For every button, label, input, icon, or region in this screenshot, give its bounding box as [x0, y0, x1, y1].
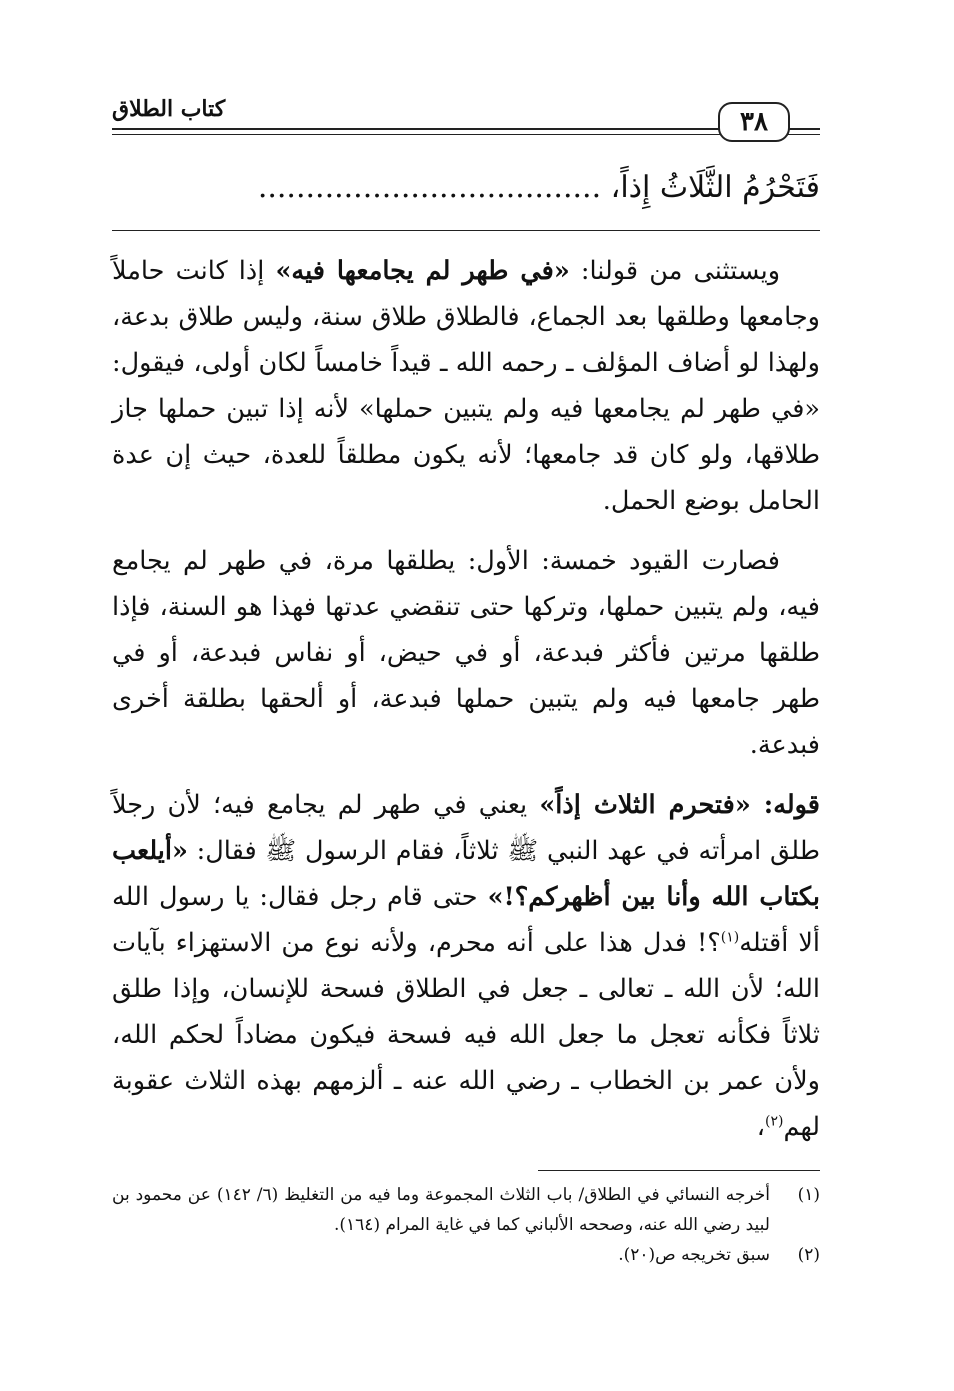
paragraph-text: حتى قام رجل فقال: يا رسول الله ألا أقتله: [112, 882, 820, 958]
footnote-1: [112, 1180, 820, 1240]
paragraph-2: [112, 538, 820, 768]
commentary-body: [112, 248, 820, 1164]
footnote-ref-2[interactable]: (٢): [765, 1113, 784, 1130]
paragraph-text: يعني في طهر لم يجامع فيه؛ لأن رجلاً طلق امرأته في عهد النبي ﷺ ثلاثاً، فقام الرسول ﷺ فقال:: [112, 790, 820, 866]
paragraph-text: ،: [756, 1112, 766, 1142]
paragraph-text: ؟! فدل هذا على أنه محرم، ولأنه نوع من الاستهزاء بآيات الله؛ لأن الله ـ تعالى ـ جعل في الطلاق فسحة للإنسان، وإذا طلق ثلاثاً فكأنه تعجل ما جعل الله فيه فسحة فيكون مضاداً لحكم الله، ولأن عمر بن الخطاب ـ رضي الله عنه ـ ألزمهم بهذه الثلاث عقوبة لهم: [112, 928, 820, 1142]
paragraph-text: إذا كانت حاملاً وجامعها وطلقها بعد الجماع، فالطلاق طلاق سنة، وليس طلاق بدعة، ولهذا لو أضاف المؤلف ـ رحمه الله ـ قيداً خامساً لكان أولى، فيقول: «في طهر لم يجامعها فيه ولم يتبين حملها» لأنه إذا تبين حملها جاز طلاقها، ولو كان قد جامعها؛ لأنه يكون مطلقاً للعدة، حيث إن عدة الحامل بوضع الحمل.: [112, 256, 820, 516]
quoted-phrase: «في طهر لم يجامعها فيه»: [275, 256, 570, 286]
footnote-number: (١): [797, 1185, 820, 1205]
footnote-2: [112, 1240, 820, 1270]
footnote-text: سبق تخريجه ص(٢٠).: [618, 1245, 770, 1265]
footnote-divider: [538, 1170, 820, 1171]
quoted-phrase: «فتحرم الثلاث إذاً»: [539, 790, 751, 820]
running-title: كتاب الطلاق: [112, 96, 258, 122]
page-header: [112, 94, 820, 144]
qawluhu-label: قوله:: [750, 790, 820, 820]
paragraph-3: [112, 782, 820, 1150]
matn-divider: [112, 230, 820, 231]
hadith-quote: «أيلعب بكتاب الله وأنا بين أظهركم؟!»: [112, 836, 821, 912]
footnote-text: أخرجه النسائي في الطلاق/ باب الثلاث المجموعة وما فيه من التغليظ (٦/ ١٤٢) عن محمود بن لبيد رضي الله عنه، وصححه الألباني كما في غاية المرام (١٦٤).: [112, 1185, 770, 1235]
footnote-ref-1[interactable]: (١): [720, 929, 740, 946]
paragraph-1: [112, 248, 820, 524]
page-number: ٣٨: [718, 102, 790, 142]
paragraph-text: فصارت القيود خمسة: الأول: يطلقها مرة، في طهر لم يجامع فيه، ولم يتبين حملها، وتركها حتى تنقضي عدتها فهذا هو السنة، فإذا طلقها مرتين فأكثر فبدعة، أو في حيض، أو نفاس فبدعة، أو في طهر جامعها فيه ولم يتبين حملها فبدعة، أو ألحقها بطلقة أخرى فبدعة.: [112, 546, 820, 760]
paragraph-text: ويستثنى من قولنا:: [569, 256, 781, 286]
footnote-number: (٢): [797, 1245, 820, 1265]
header-rule: [112, 128, 820, 130]
footnotes: [112, 1180, 820, 1270]
header-rule-thin: [112, 134, 820, 135]
matn-quote: فَتَحْرُمُ الثَّلَاثُ إِذاً، ....................................: [257, 170, 820, 205]
